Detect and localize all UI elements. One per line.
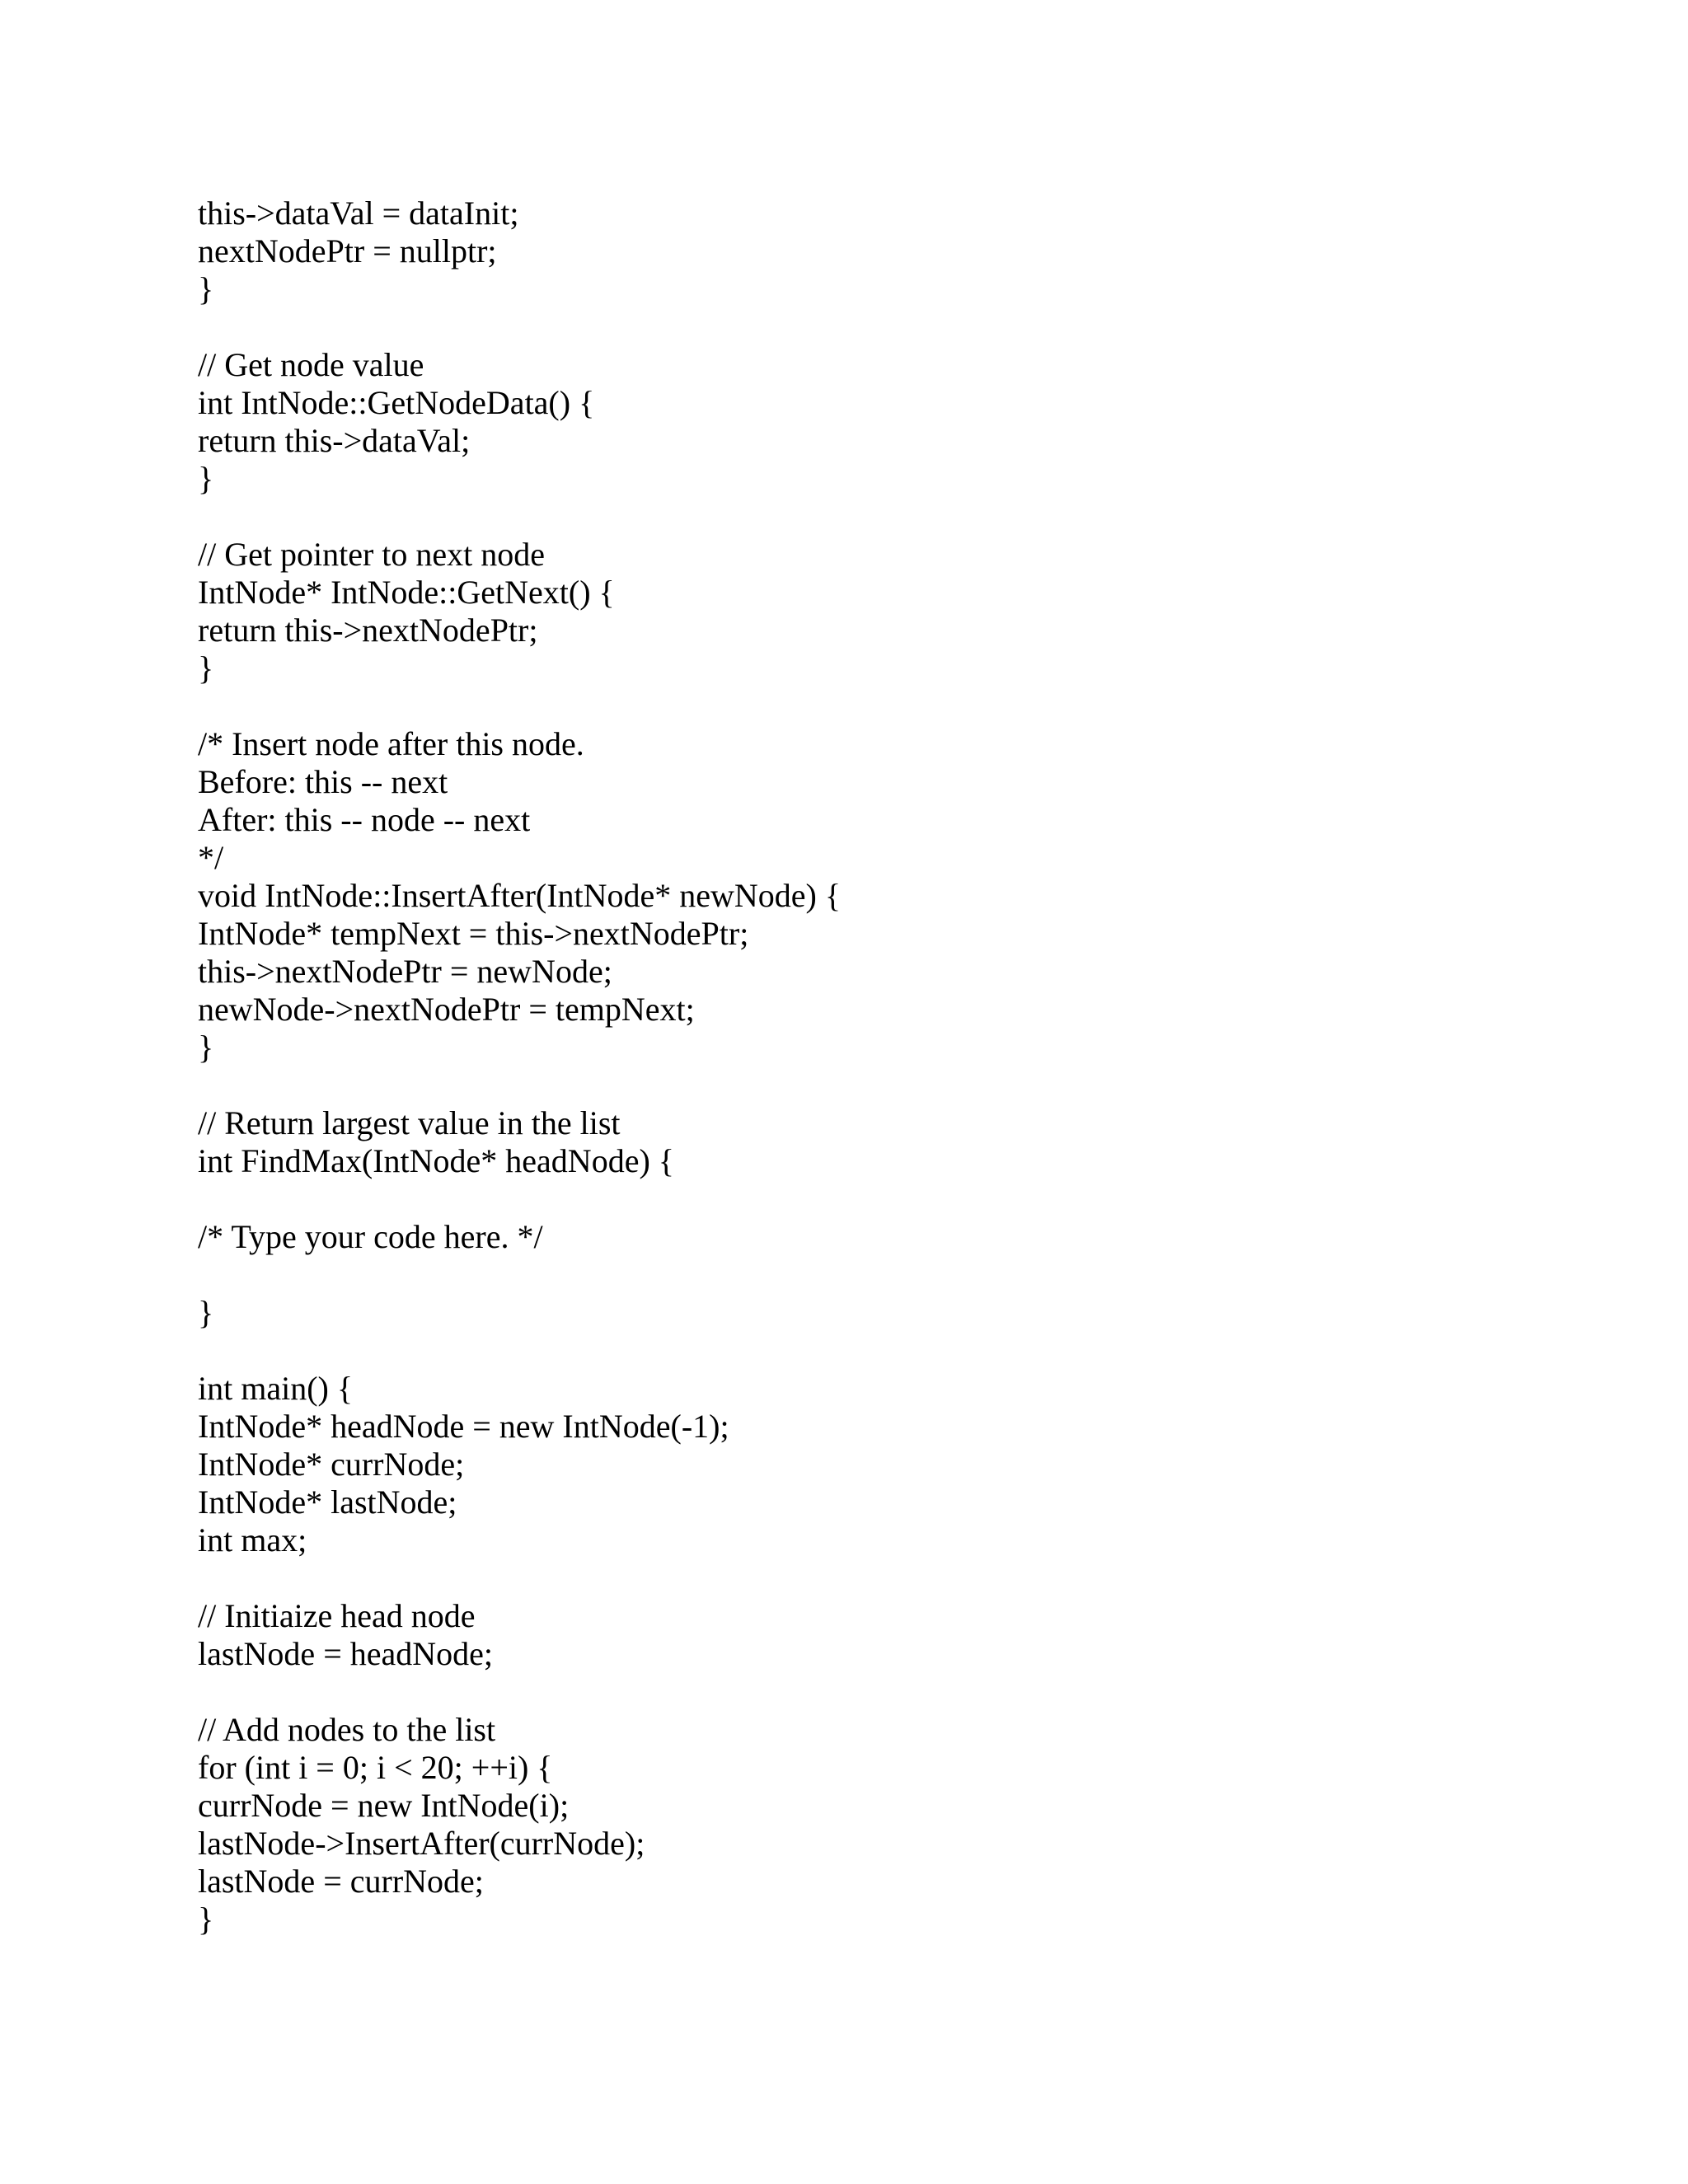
code-line: IntNode* headNode = new IntNode(-1); <box>198 1408 729 1445</box>
code-line: lastNode = currNode; <box>198 1863 484 1900</box>
code-line: return this->dataVal; <box>198 422 471 459</box>
code-line: void IntNode::InsertAfter(IntNode* newNode) { <box>198 877 842 914</box>
code-line: Before: this -- next <box>198 763 448 800</box>
code-line <box>198 1066 1599 1104</box>
code-line: } <box>198 1900 214 1938</box>
code-line: IntNode* currNode; <box>198 1446 465 1483</box>
code-line: int main() { <box>198 1370 354 1407</box>
code-line: currNode = new IntNode(i); <box>198 1787 570 1824</box>
code-line: IntNode* lastNode; <box>198 1483 457 1521</box>
code-line <box>198 308 1599 346</box>
code-listing <box>198 194 1599 1938</box>
code-line: // Get pointer to next node <box>198 536 546 573</box>
code-line: // Get node value <box>198 346 424 383</box>
code-line <box>198 1559 1599 1597</box>
code-line: // Return largest value in the list <box>198 1104 621 1141</box>
code-line: } <box>198 270 214 307</box>
code-line <box>198 1332 1599 1370</box>
code-line: this->nextNodePtr = newNode; <box>198 953 612 990</box>
code-line: nextNodePtr = nullptr; <box>198 232 497 269</box>
code-line <box>198 1673 1599 1711</box>
code-line: lastNode->InsertAfter(currNode); <box>198 1825 645 1862</box>
code-line: newNode->nextNodePtr = tempNext; <box>198 991 695 1028</box>
code-line: IntNode* IntNode::GetNext() { <box>198 574 615 611</box>
code-line <box>198 687 1599 725</box>
code-line: } <box>198 460 214 497</box>
code-line: /* Insert node after this node. <box>198 725 584 762</box>
code-line <box>198 1256 1599 1294</box>
code-line: } <box>198 1029 214 1066</box>
code-line: */ <box>198 839 224 876</box>
code-line: return this->nextNodePtr; <box>198 612 538 649</box>
code-line: int IntNode::GetNodeData() { <box>198 384 595 421</box>
code-line: lastNode = headNode; <box>198 1635 494 1672</box>
code-line: /* Type your code here. */ <box>198 1218 543 1255</box>
code-line: } <box>198 649 214 687</box>
code-line: } <box>198 1294 214 1331</box>
code-line <box>198 498 1599 536</box>
code-line: IntNode* tempNext = this->nextNodePtr; <box>198 915 749 952</box>
code-line: int max; <box>198 1521 307 1558</box>
code-line: this->dataVal = dataInit; <box>198 194 519 232</box>
code-line <box>198 1180 1599 1218</box>
code-line: for (int i = 0; i < 20; ++i) { <box>198 1749 553 1786</box>
code-line: // Add nodes to the list <box>198 1711 496 1748</box>
code-line: int FindMax(IntNode* headNode) { <box>198 1142 674 1179</box>
code-line: // Initiaize head node <box>198 1597 476 1634</box>
code-line: After: this -- node -- next <box>198 801 531 838</box>
